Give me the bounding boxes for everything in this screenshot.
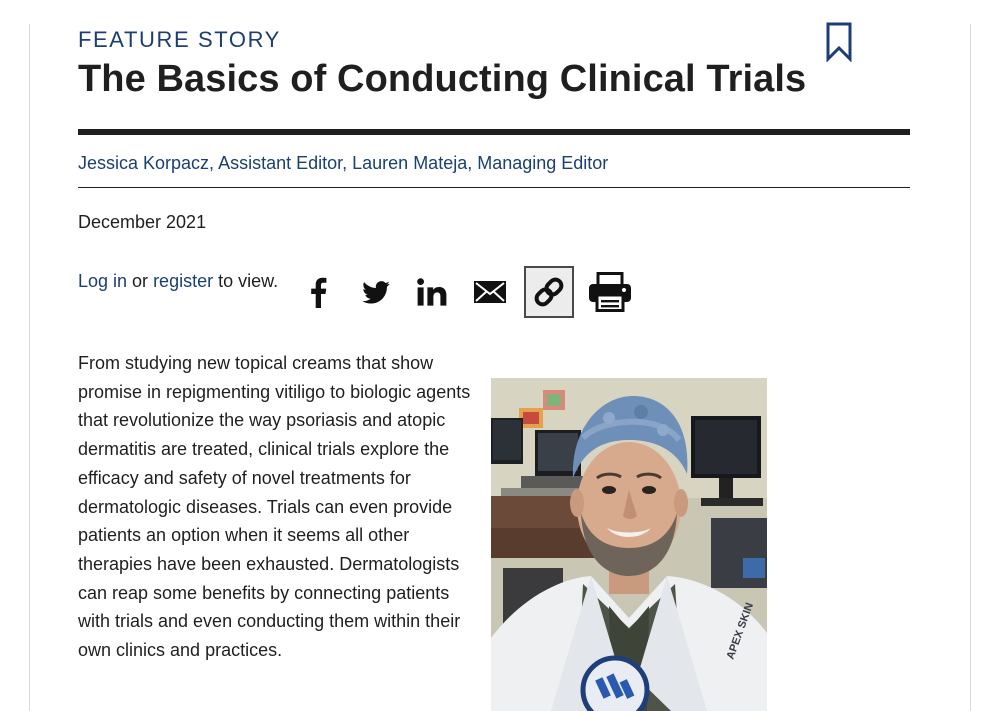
article-photo (491, 378, 767, 711)
facebook-icon (309, 276, 327, 308)
link-icon (532, 275, 566, 309)
bookmark-icon[interactable] (826, 22, 852, 62)
login-link[interactable]: Log in (78, 271, 128, 291)
content-frame-right-border (970, 24, 971, 711)
print-button[interactable] (586, 266, 634, 318)
author-link-1[interactable]: Jessica Korpacz, Assistant Editor (78, 153, 343, 173)
email-icon (474, 281, 506, 303)
access-or-text: or (127, 271, 154, 291)
article-kicker: FEATURE STORY (78, 27, 281, 52)
linkedin-icon (417, 278, 447, 306)
share-twitter-button[interactable] (356, 266, 396, 318)
coat-patch-text: APEX SKIN (724, 601, 757, 662)
copy-link-button[interactable] (524, 266, 574, 318)
author-link-2[interactable]: Lauren Mateja, Managing Editor (352, 153, 609, 173)
share-facebook-button[interactable] (300, 266, 336, 318)
share-email-button[interactable] (470, 266, 510, 318)
byline-separator: , (342, 153, 353, 173)
article-title: The Basics of Conducting Clinical Trials (78, 58, 807, 100)
byline-divider (78, 187, 910, 188)
byline (78, 151, 608, 175)
access-prompt (78, 269, 278, 293)
share-linkedin-button[interactable] (414, 266, 450, 318)
register-link[interactable]: register (153, 271, 214, 291)
print-icon (588, 272, 632, 312)
title-divider (78, 129, 910, 135)
twitter-icon (362, 281, 390, 304)
article-body-paragraph: From studying new topical creams that show promise in repigmenting vitiligo to biologic agents that revolutionize the way psoriasis and atopic dermatitis are treated, clinical trials explore the efficacy and safety of novel treatments for dermatologic diseases. Trials can even provide patients an option when it seems all other therapies have been exhausted. Dermatologists can reap some benefits by connecting patients with trials and even conducting them within their own clinics and practices. (78, 353, 471, 661)
content-frame-left-border (29, 24, 30, 711)
publish-date: December 2021 (78, 212, 207, 232)
access-suffix-text: to view. (213, 271, 279, 291)
